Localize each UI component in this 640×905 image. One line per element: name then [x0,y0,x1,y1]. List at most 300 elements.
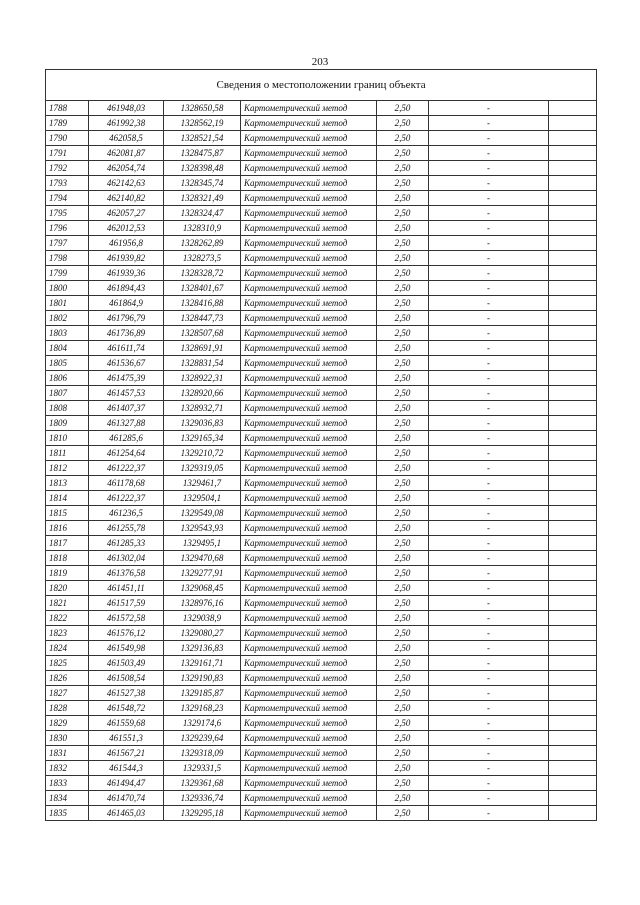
coord-x-cell: 461939,82 [89,251,164,266]
table-row [46,206,597,221]
coord-x-cell: 461285,6 [89,431,164,446]
method-cell: Картометрический метод [241,281,377,296]
coord-y-cell: 1329319,05 [164,461,241,476]
empty-cell [549,446,597,461]
empty-cell [549,236,597,251]
table-row [46,461,597,476]
table-row [46,521,597,536]
accuracy-cell: 2,50 [377,401,429,416]
method-cell: Картометрический метод [241,146,377,161]
empty-cell [549,461,597,476]
empty-cell [549,551,597,566]
point-number-cell: 1830 [46,731,89,746]
method-cell: Картометрический метод [241,806,377,821]
table-row [46,686,597,701]
point-number-cell: 1823 [46,626,89,641]
description-cell: - [429,161,549,176]
empty-cell [549,596,597,611]
point-number-cell: 1807 [46,386,89,401]
method-cell: Картометрический метод [241,386,377,401]
empty-cell [549,416,597,431]
method-cell: Картометрический метод [241,506,377,521]
coord-y-cell: 1329068,45 [164,581,241,596]
coord-x-cell: 461527,38 [89,686,164,701]
empty-cell [549,161,597,176]
coord-x-cell: 461956,8 [89,236,164,251]
table-row [46,611,597,626]
accuracy-cell: 2,50 [377,731,429,746]
accuracy-cell: 2,50 [377,551,429,566]
table-row [46,671,597,686]
accuracy-cell: 2,50 [377,296,429,311]
method-cell: Картометрический метод [241,641,377,656]
coord-x-cell: 461992,38 [89,116,164,131]
point-number-cell: 1815 [46,506,89,521]
description-cell: - [429,656,549,671]
description-cell: - [429,116,549,131]
coord-x-cell: 462012,53 [89,221,164,236]
point-number-cell: 1826 [46,671,89,686]
method-cell: Картометрический метод [241,626,377,641]
coord-y-cell: 1328650,58 [164,101,241,116]
table-row [46,176,597,191]
description-cell: - [429,746,549,761]
description-cell: - [429,326,549,341]
accuracy-cell: 2,50 [377,206,429,221]
coord-y-cell: 1328401,67 [164,281,241,296]
table-row [46,596,597,611]
coord-x-cell: 461254,64 [89,446,164,461]
table-row [46,401,597,416]
description-cell: - [429,146,549,161]
coord-x-cell: 461894,43 [89,281,164,296]
method-cell: Картометрический метод [241,776,377,791]
coord-x-cell: 461451,11 [89,581,164,596]
method-cell: Картометрический метод [241,596,377,611]
table-row [46,236,597,251]
boundary-table [45,69,597,821]
empty-cell [549,146,597,161]
table-row [46,101,597,116]
empty-cell [549,176,597,191]
coord-x-cell: 461255,78 [89,521,164,536]
coord-x-cell: 461549,98 [89,641,164,656]
accuracy-cell: 2,50 [377,521,429,536]
coord-x-cell: 461475,39 [89,371,164,386]
method-cell: Картометрический метод [241,176,377,191]
accuracy-cell: 2,50 [377,701,429,716]
method-cell: Картометрический метод [241,761,377,776]
description-cell: - [429,206,549,221]
coord-y-cell: 1328691,91 [164,341,241,356]
coord-x-cell: 461948,03 [89,101,164,116]
accuracy-cell: 2,50 [377,611,429,626]
table-row [46,536,597,551]
table-row [46,296,597,311]
coord-x-cell: 461572,58 [89,611,164,626]
coord-y-cell: 1329495,1 [164,536,241,551]
coord-y-cell: 1328920,66 [164,386,241,401]
coord-x-cell: 461222,37 [89,491,164,506]
accuracy-cell: 2,50 [377,641,429,656]
empty-cell [549,206,597,221]
accuracy-cell: 2,50 [377,371,429,386]
coord-x-cell: 461494,47 [89,776,164,791]
accuracy-cell: 2,50 [377,446,429,461]
coord-y-cell: 1329174,6 [164,716,241,731]
coord-x-cell: 461536,67 [89,356,164,371]
accuracy-cell: 2,50 [377,686,429,701]
point-number-cell: 1835 [46,806,89,821]
coord-y-cell: 1329504,1 [164,491,241,506]
accuracy-cell: 2,50 [377,671,429,686]
accuracy-cell: 2,50 [377,341,429,356]
table-row [46,431,597,446]
coord-x-cell: 461503,49 [89,656,164,671]
accuracy-cell: 2,50 [377,596,429,611]
description-cell: - [429,806,549,821]
point-number-cell: 1794 [46,191,89,206]
coord-x-cell: 461576,12 [89,626,164,641]
accuracy-cell: 2,50 [377,176,429,191]
accuracy-cell: 2,50 [377,566,429,581]
point-number-cell: 1817 [46,536,89,551]
accuracy-cell: 2,50 [377,146,429,161]
method-cell: Картометрический метод [241,476,377,491]
table-row [46,161,597,176]
accuracy-cell: 2,50 [377,191,429,206]
table-row [46,266,597,281]
coord-x-cell: 461796,79 [89,311,164,326]
point-number-cell: 1833 [46,776,89,791]
accuracy-cell: 2,50 [377,116,429,131]
point-number-cell: 1797 [46,236,89,251]
accuracy-cell: 2,50 [377,806,429,821]
point-number-cell: 1814 [46,491,89,506]
point-number-cell: 1834 [46,791,89,806]
empty-cell [549,656,597,671]
description-cell: - [429,536,549,551]
description-cell: - [429,761,549,776]
method-cell: Картометрический метод [241,101,377,116]
empty-cell [549,806,597,821]
point-number-cell: 1831 [46,746,89,761]
table-row [46,476,597,491]
method-cell: Картометрический метод [241,716,377,731]
table-row [46,446,597,461]
coord-y-cell: 1329336,74 [164,791,241,806]
empty-cell [549,371,597,386]
method-cell: Картометрический метод [241,341,377,356]
empty-cell [549,266,597,281]
accuracy-cell: 2,50 [377,101,429,116]
accuracy-cell: 2,50 [377,491,429,506]
table-row [46,716,597,731]
coord-x-cell: 461302,04 [89,551,164,566]
description-cell: - [429,551,549,566]
table-row [46,131,597,146]
description-cell: - [429,131,549,146]
accuracy-cell: 2,50 [377,281,429,296]
table-row [46,251,597,266]
coord-y-cell: 1328324,47 [164,206,241,221]
description-cell: - [429,716,549,731]
accuracy-cell: 2,50 [377,236,429,251]
coord-y-cell: 1328562,19 [164,116,241,131]
accuracy-cell: 2,50 [377,476,429,491]
point-number-cell: 1825 [46,656,89,671]
coord-y-cell: 1329295,18 [164,806,241,821]
accuracy-cell: 2,50 [377,461,429,476]
table-row [46,371,597,386]
accuracy-cell: 2,50 [377,761,429,776]
accuracy-cell: 2,50 [377,431,429,446]
description-cell: - [429,701,549,716]
method-cell: Картометрический метод [241,416,377,431]
point-number-cell: 1804 [46,341,89,356]
point-number-cell: 1792 [46,161,89,176]
accuracy-cell: 2,50 [377,311,429,326]
description-cell: - [429,356,549,371]
description-cell: - [429,371,549,386]
coord-x-cell: 462054,74 [89,161,164,176]
method-cell: Картометрический метод [241,236,377,251]
empty-cell [549,566,597,581]
table-row [46,416,597,431]
accuracy-cell: 2,50 [377,716,429,731]
coord-x-cell: 461544,3 [89,761,164,776]
table-row [46,221,597,236]
description-cell: - [429,476,549,491]
coord-y-cell: 1329185,87 [164,686,241,701]
accuracy-cell: 2,50 [377,251,429,266]
coord-y-cell: 1329461,7 [164,476,241,491]
coord-x-cell: 461236,5 [89,506,164,521]
coord-x-cell: 461222,37 [89,461,164,476]
page-number: 203 [311,56,329,68]
point-number-cell: 1827 [46,686,89,701]
accuracy-cell: 2,50 [377,626,429,641]
coord-y-cell: 1329038,9 [164,611,241,626]
description-cell: - [429,791,549,806]
coord-y-cell: 1328521,54 [164,131,241,146]
coord-y-cell: 1328321,49 [164,191,241,206]
method-cell: Картометрический метод [241,521,377,536]
method-cell: Картометрический метод [241,431,377,446]
empty-cell [549,341,597,356]
coord-x-cell: 461567,21 [89,746,164,761]
point-number-cell: 1818 [46,551,89,566]
method-cell: Картометрический метод [241,221,377,236]
method-cell: Картометрический метод [241,551,377,566]
description-cell: - [429,776,549,791]
empty-cell [549,221,597,236]
coord-y-cell: 1329318,09 [164,746,241,761]
description-cell: - [429,731,549,746]
empty-cell [549,671,597,686]
accuracy-cell: 2,50 [377,416,429,431]
empty-cell [549,131,597,146]
description-cell: - [429,311,549,326]
coord-x-cell: 461559,68 [89,716,164,731]
table-row [46,776,597,791]
point-number-cell: 1789 [46,116,89,131]
point-number-cell: 1828 [46,701,89,716]
empty-cell [549,611,597,626]
coord-x-cell: 461864,9 [89,296,164,311]
point-number-cell: 1820 [46,581,89,596]
coord-x-cell: 461939,36 [89,266,164,281]
coord-y-cell: 1328416,88 [164,296,241,311]
method-cell: Картометрический метод [241,401,377,416]
coord-y-cell: 1328398,48 [164,161,241,176]
coord-x-cell: 461376,58 [89,566,164,581]
accuracy-cell: 2,50 [377,581,429,596]
empty-cell [549,791,597,806]
point-number-cell: 1790 [46,131,89,146]
method-cell: Картометрический метод [241,296,377,311]
coord-y-cell: 1329239,64 [164,731,241,746]
coord-y-cell: 1329549,08 [164,506,241,521]
empty-cell [549,311,597,326]
accuracy-cell: 2,50 [377,656,429,671]
point-number-cell: 1796 [46,221,89,236]
coord-x-cell: 462057,27 [89,206,164,221]
coord-x-cell: 461178,68 [89,476,164,491]
point-number-cell: 1791 [46,146,89,161]
coord-y-cell: 1329210,72 [164,446,241,461]
description-cell: - [429,296,549,311]
method-cell: Картометрический метод [241,686,377,701]
description-cell: - [429,611,549,626]
point-number-cell: 1803 [46,326,89,341]
point-number-cell: 1799 [46,266,89,281]
method-cell: Картометрический метод [241,461,377,476]
description-cell: - [429,566,549,581]
description-cell: - [429,251,549,266]
empty-cell [549,506,597,521]
point-number-cell: 1832 [46,761,89,776]
empty-cell [549,521,597,536]
description-cell: - [429,626,549,641]
point-number-cell: 1824 [46,641,89,656]
accuracy-cell: 2,50 [377,326,429,341]
description-cell: - [429,506,549,521]
empty-cell [549,626,597,641]
coord-y-cell: 1328328,72 [164,266,241,281]
accuracy-cell: 2,50 [377,746,429,761]
coord-x-cell: 461611,74 [89,341,164,356]
description-cell: - [429,266,549,281]
coord-y-cell: 1328310,9 [164,221,241,236]
table-row [46,311,597,326]
coord-x-cell: 461465,03 [89,806,164,821]
description-cell: - [429,236,549,251]
description-cell: - [429,401,549,416]
coord-y-cell: 1328345,74 [164,176,241,191]
coord-x-cell: 461327,88 [89,416,164,431]
point-number-cell: 1802 [46,311,89,326]
coord-x-cell: 462142,63 [89,176,164,191]
method-cell: Картометрический метод [241,791,377,806]
table-row [46,281,597,296]
empty-cell [549,641,597,656]
description-cell: - [429,581,549,596]
point-number-cell: 1806 [46,371,89,386]
method-cell: Картометрический метод [241,131,377,146]
table-row [46,146,597,161]
coord-y-cell: 1328831,54 [164,356,241,371]
method-cell: Картометрический метод [241,206,377,221]
description-cell: - [429,671,549,686]
coord-x-cell: 461508,54 [89,671,164,686]
coord-x-cell: 462058,5 [89,131,164,146]
empty-cell [549,686,597,701]
point-number-cell: 1821 [46,596,89,611]
coord-x-cell: 461736,89 [89,326,164,341]
empty-cell [549,731,597,746]
method-cell: Картометрический метод [241,731,377,746]
point-number-cell: 1801 [46,296,89,311]
coord-y-cell: 1329543,93 [164,521,241,536]
description-cell: - [429,176,549,191]
description-cell: - [429,521,549,536]
coord-y-cell: 1329331,5 [164,761,241,776]
point-number-cell: 1816 [46,521,89,536]
method-cell: Картометрический метод [241,266,377,281]
description-cell: - [429,686,549,701]
method-cell: Картометрический метод [241,326,377,341]
description-cell: - [429,191,549,206]
accuracy-cell: 2,50 [377,161,429,176]
table-row [46,191,597,206]
method-cell: Картометрический метод [241,536,377,551]
empty-cell [549,581,597,596]
description-cell: - [429,341,549,356]
point-number-cell: 1809 [46,416,89,431]
empty-cell [549,281,597,296]
coord-x-cell: 461457,53 [89,386,164,401]
coord-y-cell: 1329470,68 [164,551,241,566]
accuracy-cell: 2,50 [377,506,429,521]
description-cell: - [429,446,549,461]
coord-y-cell: 1329036,83 [164,416,241,431]
coord-y-cell: 1329168,23 [164,701,241,716]
table-row [46,761,597,776]
table-row [46,326,597,341]
table-row [46,356,597,371]
point-number-cell: 1808 [46,401,89,416]
accuracy-cell: 2,50 [377,791,429,806]
method-cell: Картометрический метод [241,671,377,686]
empty-cell [549,536,597,551]
coord-y-cell: 1328475,87 [164,146,241,161]
empty-cell [549,716,597,731]
empty-cell [549,116,597,131]
table-row [46,341,597,356]
accuracy-cell: 2,50 [377,356,429,371]
method-cell: Картометрический метод [241,581,377,596]
coord-x-cell: 461517,59 [89,596,164,611]
table-title-row [46,70,597,101]
method-cell: Картометрический метод [241,191,377,206]
point-number-cell: 1793 [46,176,89,191]
method-cell: Картометрический метод [241,251,377,266]
method-cell: Картометрический метод [241,566,377,581]
coord-y-cell: 1329136,83 [164,641,241,656]
method-cell: Картометрический метод [241,701,377,716]
point-number-cell: 1800 [46,281,89,296]
